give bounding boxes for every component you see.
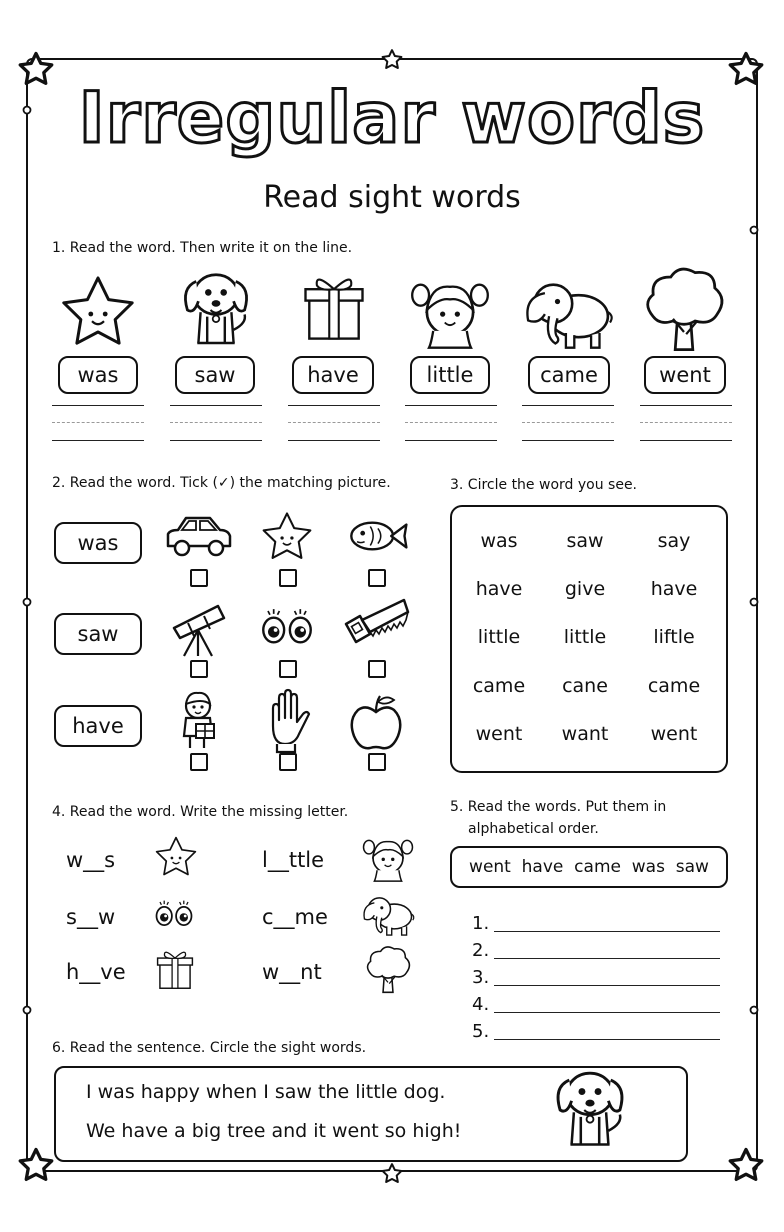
car-icon bbox=[168, 518, 230, 555]
sentence-1[interactable]: I was happy when I saw the little dog. bbox=[86, 1081, 446, 1103]
answer-line[interactable] bbox=[494, 1039, 720, 1040]
gift-icon bbox=[306, 280, 363, 339]
eyes-icon bbox=[263, 609, 311, 642]
page-subtitle: Read sight words bbox=[263, 180, 521, 215]
circle-word[interactable]: cane bbox=[562, 675, 608, 697]
tick-checkbox[interactable] bbox=[279, 569, 297, 587]
page-title: Irregular words bbox=[78, 77, 706, 159]
section5-instruction: 5. Read the words. Put them in bbox=[450, 799, 667, 815]
section4-instruction: 4. Read the word. Write the missing letter. bbox=[52, 804, 349, 820]
circle-word[interactable]: came bbox=[472, 675, 526, 697]
missing-letter-word[interactable]: w__s bbox=[66, 848, 116, 872]
missing-letter-word[interactable]: s__w bbox=[66, 905, 116, 929]
word-pill-have: have bbox=[292, 356, 374, 394]
order-number: 3. bbox=[472, 967, 490, 988]
circle-word[interactable]: little bbox=[563, 626, 607, 648]
section1-icons bbox=[0, 270, 784, 370]
missing-letter-word[interactable]: c__me bbox=[262, 905, 328, 929]
tick-word-was: was bbox=[54, 522, 142, 564]
answer-line[interactable] bbox=[494, 958, 720, 959]
gift-icon bbox=[158, 952, 193, 988]
missing-letter-word[interactable]: h__ve bbox=[66, 960, 126, 984]
circle-word[interactable]: went bbox=[475, 723, 523, 745]
circle-word[interactable]: say bbox=[657, 530, 691, 552]
circle-word[interactable]: little bbox=[477, 626, 521, 648]
tick-checkbox[interactable] bbox=[368, 569, 386, 587]
dog-icon bbox=[548, 1070, 628, 1160]
circle-word[interactable]: went bbox=[650, 723, 698, 745]
tick-checkbox[interactable] bbox=[368, 660, 386, 678]
word-pill-was: was bbox=[58, 356, 138, 394]
tick-checkbox[interactable] bbox=[190, 569, 208, 587]
tree-icon bbox=[368, 947, 410, 992]
circle-word[interactable]: have bbox=[650, 578, 698, 600]
order-number: 2. bbox=[472, 940, 490, 961]
tick-word-have: have bbox=[54, 705, 142, 747]
girl-icon bbox=[364, 840, 413, 881]
order-number: 5. bbox=[472, 1021, 490, 1042]
tick-checkbox[interactable] bbox=[279, 753, 297, 771]
tick-checkbox[interactable] bbox=[279, 660, 297, 678]
circle-word[interactable]: give bbox=[564, 578, 606, 600]
star-icon bbox=[157, 838, 196, 875]
circle-word[interactable]: saw bbox=[566, 530, 604, 552]
section6-instruction: 6. Read the sentence. Circle the sight words. bbox=[52, 1040, 367, 1056]
order-number: 1. bbox=[472, 913, 490, 934]
sentence-2[interactable]: We have a big tree and it went so high! bbox=[86, 1120, 462, 1142]
star-icon bbox=[64, 278, 132, 343]
dog-icon bbox=[185, 275, 246, 343]
elephant-icon bbox=[527, 285, 611, 348]
missing-letter-word[interactable]: l__ttle bbox=[262, 848, 325, 872]
answer-line[interactable] bbox=[494, 1012, 720, 1013]
word-pill-little: little bbox=[410, 356, 490, 394]
fish-icon bbox=[351, 523, 406, 550]
word-pill-saw: saw bbox=[175, 356, 255, 394]
missing-letter-word[interactable]: w__nt bbox=[262, 960, 322, 984]
star-icon bbox=[264, 513, 311, 558]
telescope-icon bbox=[174, 606, 224, 656]
hand-icon bbox=[273, 690, 309, 752]
section5-instruction-line2: alphabetical order. bbox=[468, 821, 599, 837]
answer-line[interactable] bbox=[494, 985, 720, 986]
order-number: 4. bbox=[472, 994, 490, 1015]
circle-word[interactable]: liftle bbox=[653, 626, 695, 648]
section2-instruction: 2. Read the word. Tick (✓) the matching picture. bbox=[52, 475, 391, 491]
circle-word[interactable]: want bbox=[561, 723, 609, 745]
word-pill-went: went bbox=[644, 356, 726, 394]
section1-instruction: 1. Read the word. Then write it on the line. bbox=[52, 240, 353, 256]
tick-checkbox[interactable] bbox=[190, 753, 208, 771]
section3-instruction: 3. Circle the word you see. bbox=[450, 477, 638, 493]
circle-word[interactable]: came bbox=[647, 675, 701, 697]
answer-line[interactable] bbox=[494, 931, 720, 932]
tree-icon bbox=[648, 269, 722, 350]
eyes-icon bbox=[157, 901, 192, 926]
boy-with-gift-icon bbox=[184, 693, 214, 748]
elephant-icon bbox=[364, 898, 414, 935]
word-bank: went have came was saw bbox=[450, 846, 728, 888]
tick-checkbox[interactable] bbox=[190, 660, 208, 678]
saw-icon bbox=[346, 600, 408, 642]
circle-word[interactable]: was bbox=[480, 530, 518, 552]
circle-word[interactable]: have bbox=[475, 578, 523, 600]
girl-icon bbox=[412, 285, 488, 348]
tick-checkbox[interactable] bbox=[368, 753, 386, 771]
tick-word-saw: saw bbox=[54, 613, 142, 655]
apple-icon bbox=[352, 696, 401, 748]
word-pill-came: came bbox=[528, 356, 610, 394]
